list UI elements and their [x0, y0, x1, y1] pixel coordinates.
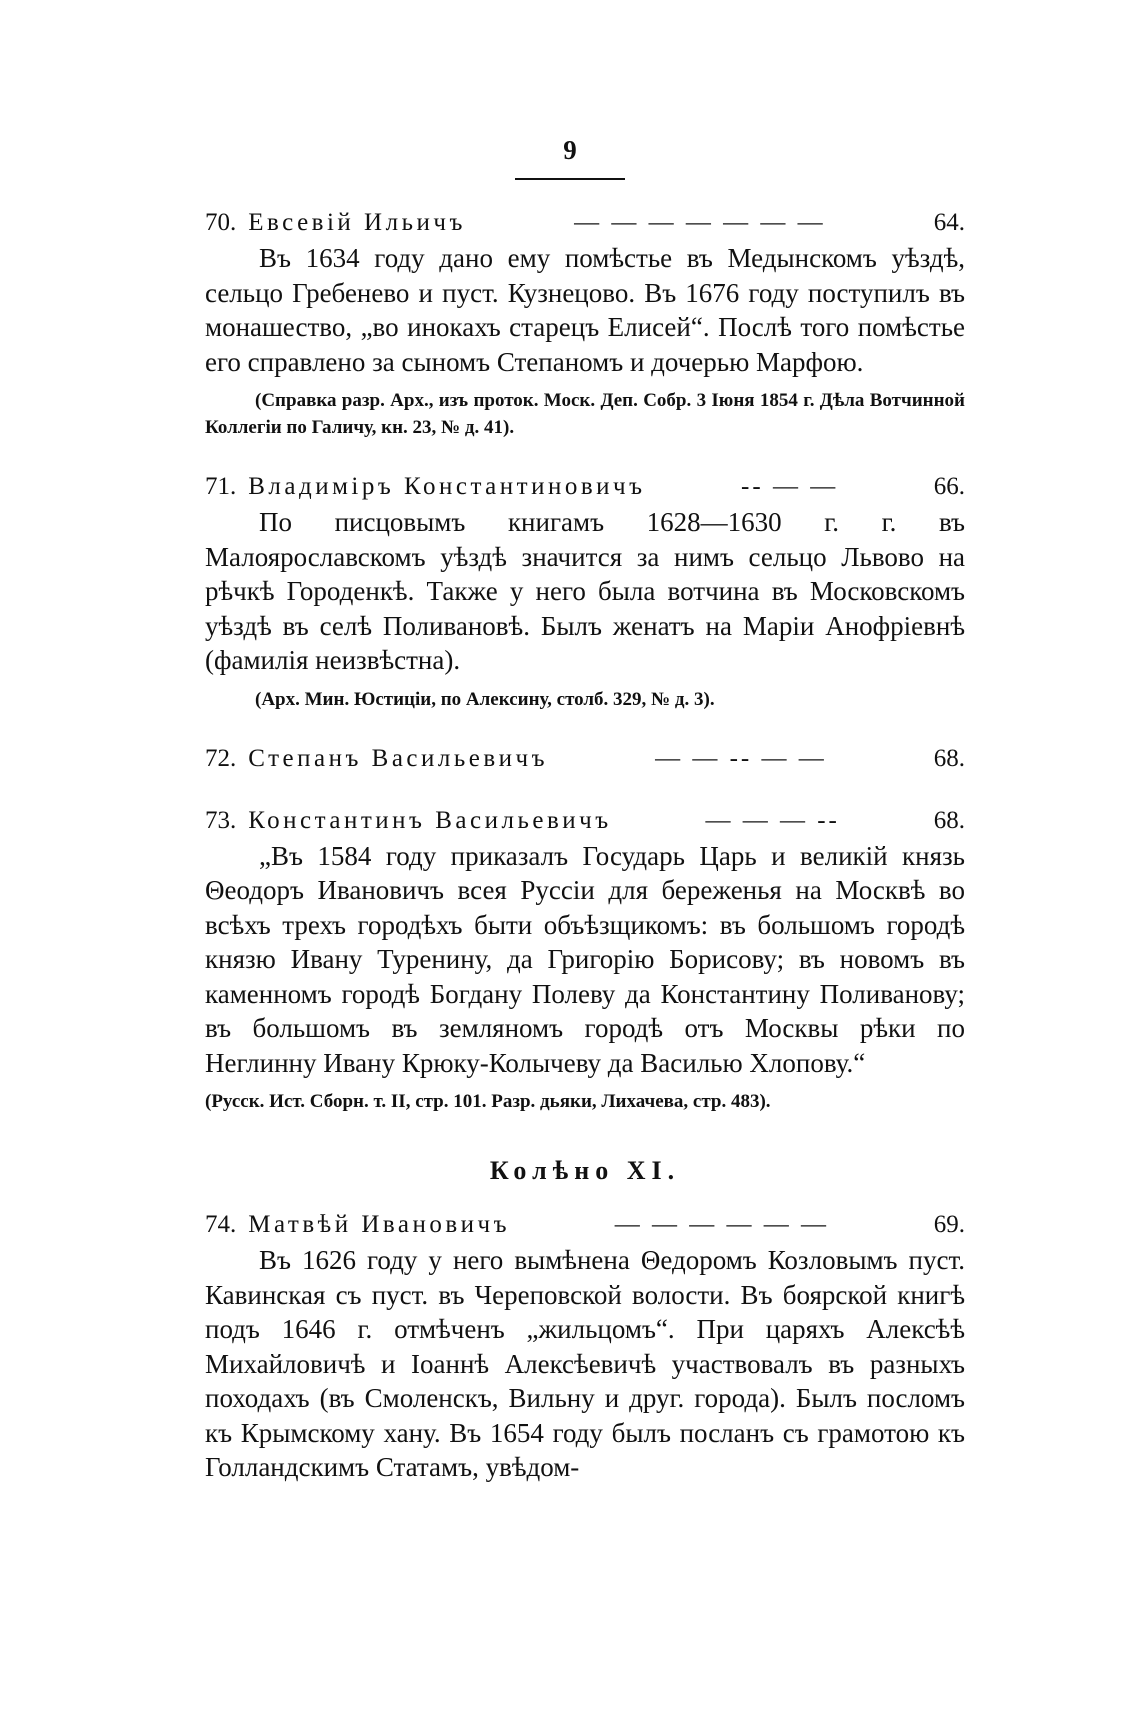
- entry-number-right: 66.: [933, 473, 965, 500]
- entry-name: Евсевій Ильичъ: [248, 209, 466, 236]
- entry-text-74: Въ 1626 году у него вымѣнена Θедоромъ Козловымъ пуст. Кавинская съ пуст. въ Череповской волости. Въ боярской книгѣ подъ 1646 г. отмѣченъ „жильцомъ“. При царяхъ Алексѣѣ Михайловичѣ и Іоаннѣ Алексѣевичѣ участвовалъ въ разныхъ походахъ (въ Смоленскъ, Вильну и друг. города). Былъ посломъ къ Крымскому хану. Въ 1654 году былъ посланъ съ грамотою къ Голландскимъ Статамъ, увѣдом-: [205, 1245, 965, 1482]
- entry-heading-74: [205, 1207, 965, 1243]
- source-text: (Русск. Ист. Сборн. т. II, стр. 101. Разр. дьяки, Лихачева, стр. 483).: [205, 1091, 771, 1112]
- page-number-rule: [515, 178, 625, 180]
- entry-name: Степанъ Васильевичъ: [248, 744, 549, 772]
- entry-leader-dashes: — — — — — —: [614, 1211, 830, 1238]
- entry-text-70: Въ 1634 году дано ему помѣстье въ Медынскомъ уѣздѣ, сельцо Гребенево и пуст. Кузнецово. Въ 1676 году поступилъ въ монашество, „во инокахъ старецъ Елисей“. Послѣ того помѣстье его справлено за сыномъ Степаномъ и дочерью Марфою.: [205, 243, 965, 377]
- entry-heading-72: [205, 741, 965, 777]
- entry-name: Владиміръ Константиновичъ: [248, 473, 646, 500]
- entry-number: 70.: [205, 209, 237, 236]
- entry-source-71: [205, 686, 965, 713]
- entry-number-right: 64.: [933, 209, 965, 236]
- source-text: (Арх. Мин. Юстиціи, по Алексину, столб. 329, № д. 3).: [255, 688, 715, 710]
- entry-number-right: 68.: [933, 806, 965, 834]
- entry-heading-71: [205, 469, 965, 505]
- entry-leader-dashes: -- — —: [741, 473, 839, 500]
- page-number: 9: [563, 135, 577, 165]
- entry-number: 71.: [205, 473, 237, 500]
- entry-source-73: [205, 1088, 965, 1115]
- entry-leader-dashes: — — -- — —: [655, 744, 827, 772]
- entry-text-71: По писцовымъ книгамъ 1628—1630 г. г. въ Малоярославскомъ уѣздѣ значится за нимъ сельцо Львово на рѣчкѣ Городенкѣ. Также у него была вотчина въ Московскомъ уѣздѣ въ селѣ Поливановѣ. Былъ женатъ на Маріи Анофріевнѣ (фамилія неизвѣстна).: [205, 507, 965, 675]
- entry-heading-70: [205, 205, 965, 241]
- entry-text-73: „Въ 1584 году приказалъ Государь Царь и великій князь Θеодоръ Ивановичъ всея Руссіи для береженья на Москвѣ во всѣхъ трехъ городѣхъ быти объѣзщикомъ: въ большомъ городѣ князю Ивану Туренину, да Григорію Борисову; въ новомъ въ каменномъ городѣ Богдану Полеву да Константину Поливанову; въ большомъ въ земляномъ городѣ отъ Москвы рѣки по Неглинну Ивану Крюку-Колычеву да Василью Хлопову.“: [205, 840, 965, 1078]
- entry-number: 74.: [205, 1211, 237, 1238]
- entry-number: 73.: [205, 806, 237, 834]
- source-text: (Справка разр. Арх., изъ проток. Моск. Деп. Собр. 3 Іюня 1854 г. Дѣла Вотчинной Коллегіи по Галичу, кн. 23, № д. 41).: [205, 390, 965, 438]
- entry-number: 72.: [205, 744, 237, 772]
- entry-number-right: 68.: [933, 744, 965, 772]
- entry-name: Константинъ Васильевичъ: [248, 806, 612, 834]
- entry-leader-dashes: — — — — — — —: [574, 209, 826, 236]
- entry-name: Матвѣй Ивановичъ: [248, 1211, 511, 1238]
- section-heading: Колѣно XI.: [489, 1156, 681, 1185]
- entry-number-right: 69.: [933, 1211, 965, 1238]
- entry-leader-dashes: — — — --: [705, 806, 840, 834]
- entry-heading-73: [205, 803, 965, 839]
- page-content: [205, 205, 965, 1485]
- entry-source-70: [205, 387, 965, 441]
